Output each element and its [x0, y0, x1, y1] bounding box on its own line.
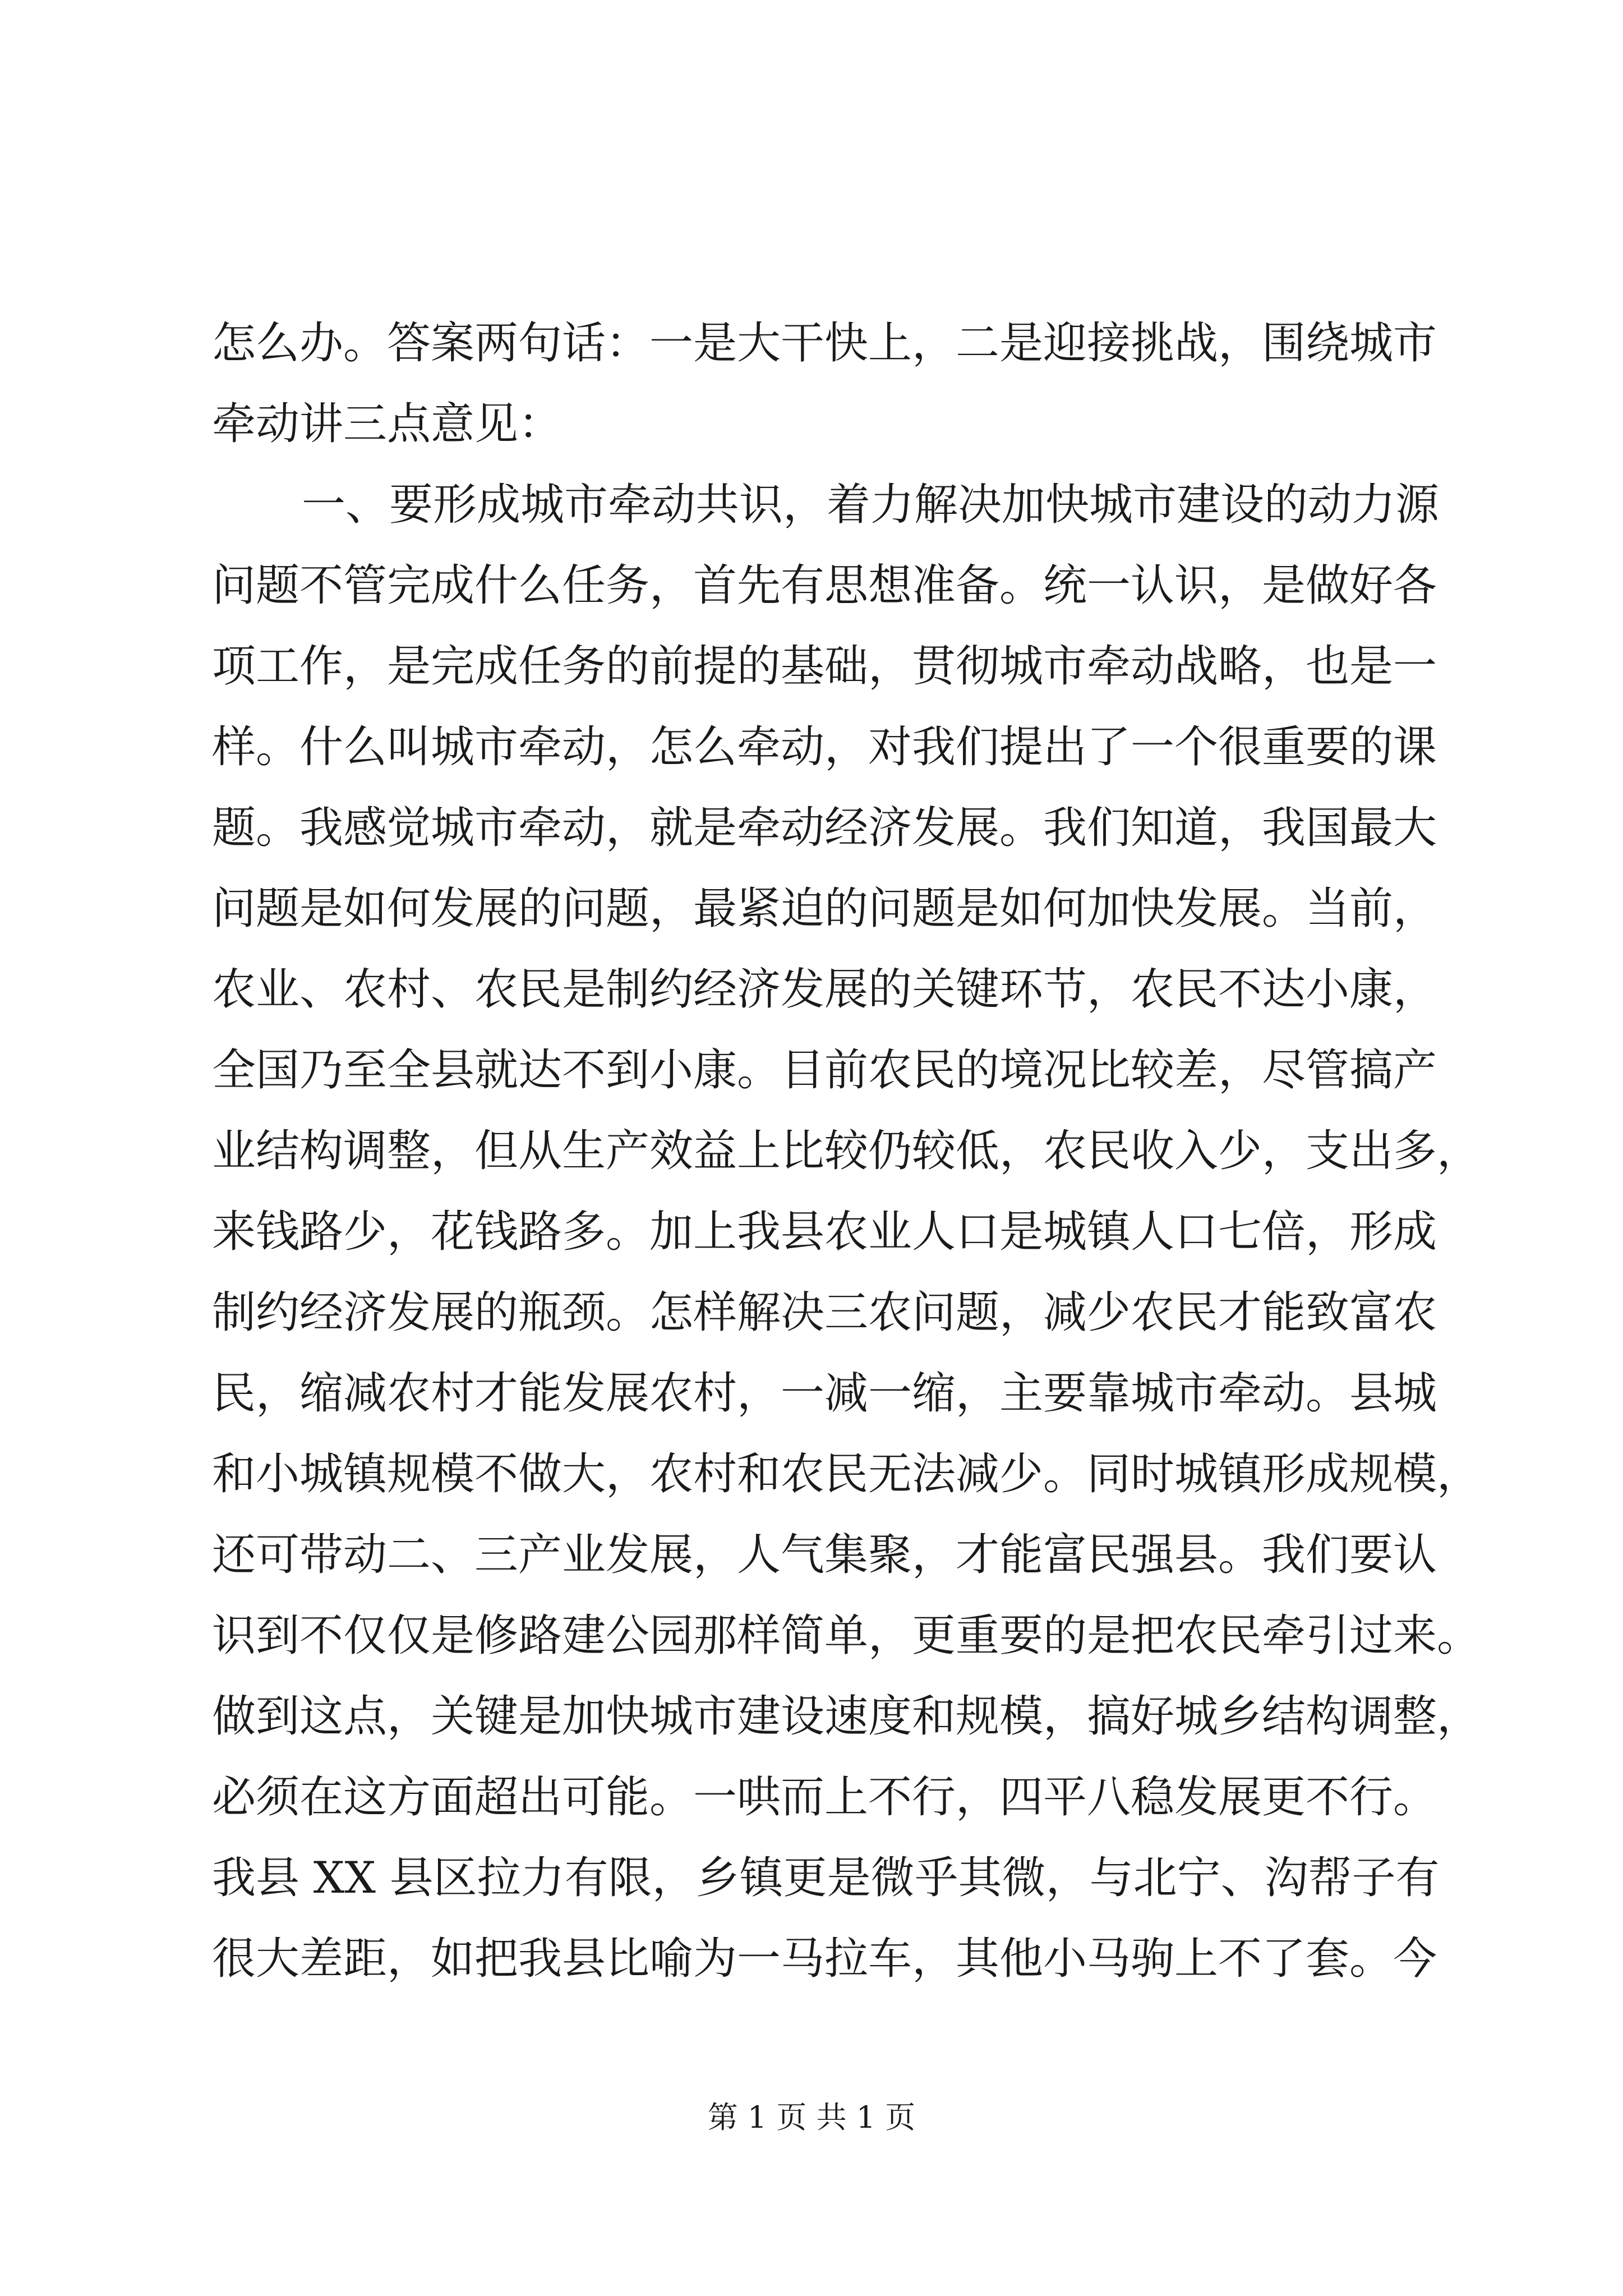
document-body [212, 303, 1481, 1999]
text-line: 识到不仅仅是修路建公园那样简单，更重要的是把农民牵引过来。 [212, 1611, 1481, 1661]
text-line: 很大差距，如把我县比喻为一马拉车，其他小马驹上不了套。今 [212, 1934, 1437, 1984]
text-line: 还可带动二、三产业发展，人气集聚，才能富民强县。我们要认 [212, 1530, 1437, 1580]
text-line: 问题是如何发展的问题，最紧迫的问题是如何加快发展。当前， [212, 884, 1437, 934]
text-line: 来钱路少，花钱路多。加上我县农业人口是城镇人口七倍，形成 [212, 1207, 1437, 1257]
text-line: 做到这点，关键是加快城市建设速度和规模，搞好城乡结构调整， [212, 1691, 1481, 1742]
text-line: 样。什么叫城市牵动，怎么牵动，对我们提出了一个很重要的课 [212, 722, 1437, 772]
text-line: 题。我感觉城市牵动，就是牵动经济发展。我们知道，我国最大 [212, 803, 1437, 853]
page-footer: 第 1 页 共 1 页 [707, 2100, 916, 2135]
text-line: 业结构调整，但从生产效益上比较仍较低，农民收入少，支出多， [212, 1126, 1481, 1176]
text-line: 我县 XX 县区拉力有限，乡镇更是微乎其微，与北宁、沟帮子有 [212, 1853, 1440, 1903]
text-line: 全国乃至全县就达不到小康。目前农民的境况比较差，尽管搞产 [212, 1045, 1437, 1096]
text-line: 必须在这方面超出可能。一哄而上不行，四平八稳发展更不行。 [212, 1772, 1437, 1823]
text-line: 民，缩减农村才能发展农村，一减一缩，主要靠城市牵动。县城 [212, 1368, 1437, 1419]
text-line: 和小城镇规模不做大，农村和农民无法减少。同时城镇形成规模， [212, 1449, 1481, 1499]
text-line: 一、要形成城市牵动共识，着力解决加快城市建设的动力源 [302, 480, 1440, 530]
text-line: 问题不管完成什么任务，首先有思想准备。统一认识，是做好各 [212, 560, 1437, 611]
text-line: 牵动讲三点意见： [212, 399, 562, 449]
text-line: 制约经济发展的瓶颈。怎样解决三农问题，减少农民才能致富农 [212, 1287, 1437, 1338]
text-line: 农业、农村、农民是制约经济发展的关键环节，农民不达小康， [212, 964, 1437, 1015]
text-line: 怎么办。答案两句话：一是大干快上，二是迎接挑战，围绕城市 [212, 318, 1437, 369]
text-line: 项工作，是完成任务的前提的基础，贯彻城市牵动战略，也是一 [212, 641, 1437, 692]
